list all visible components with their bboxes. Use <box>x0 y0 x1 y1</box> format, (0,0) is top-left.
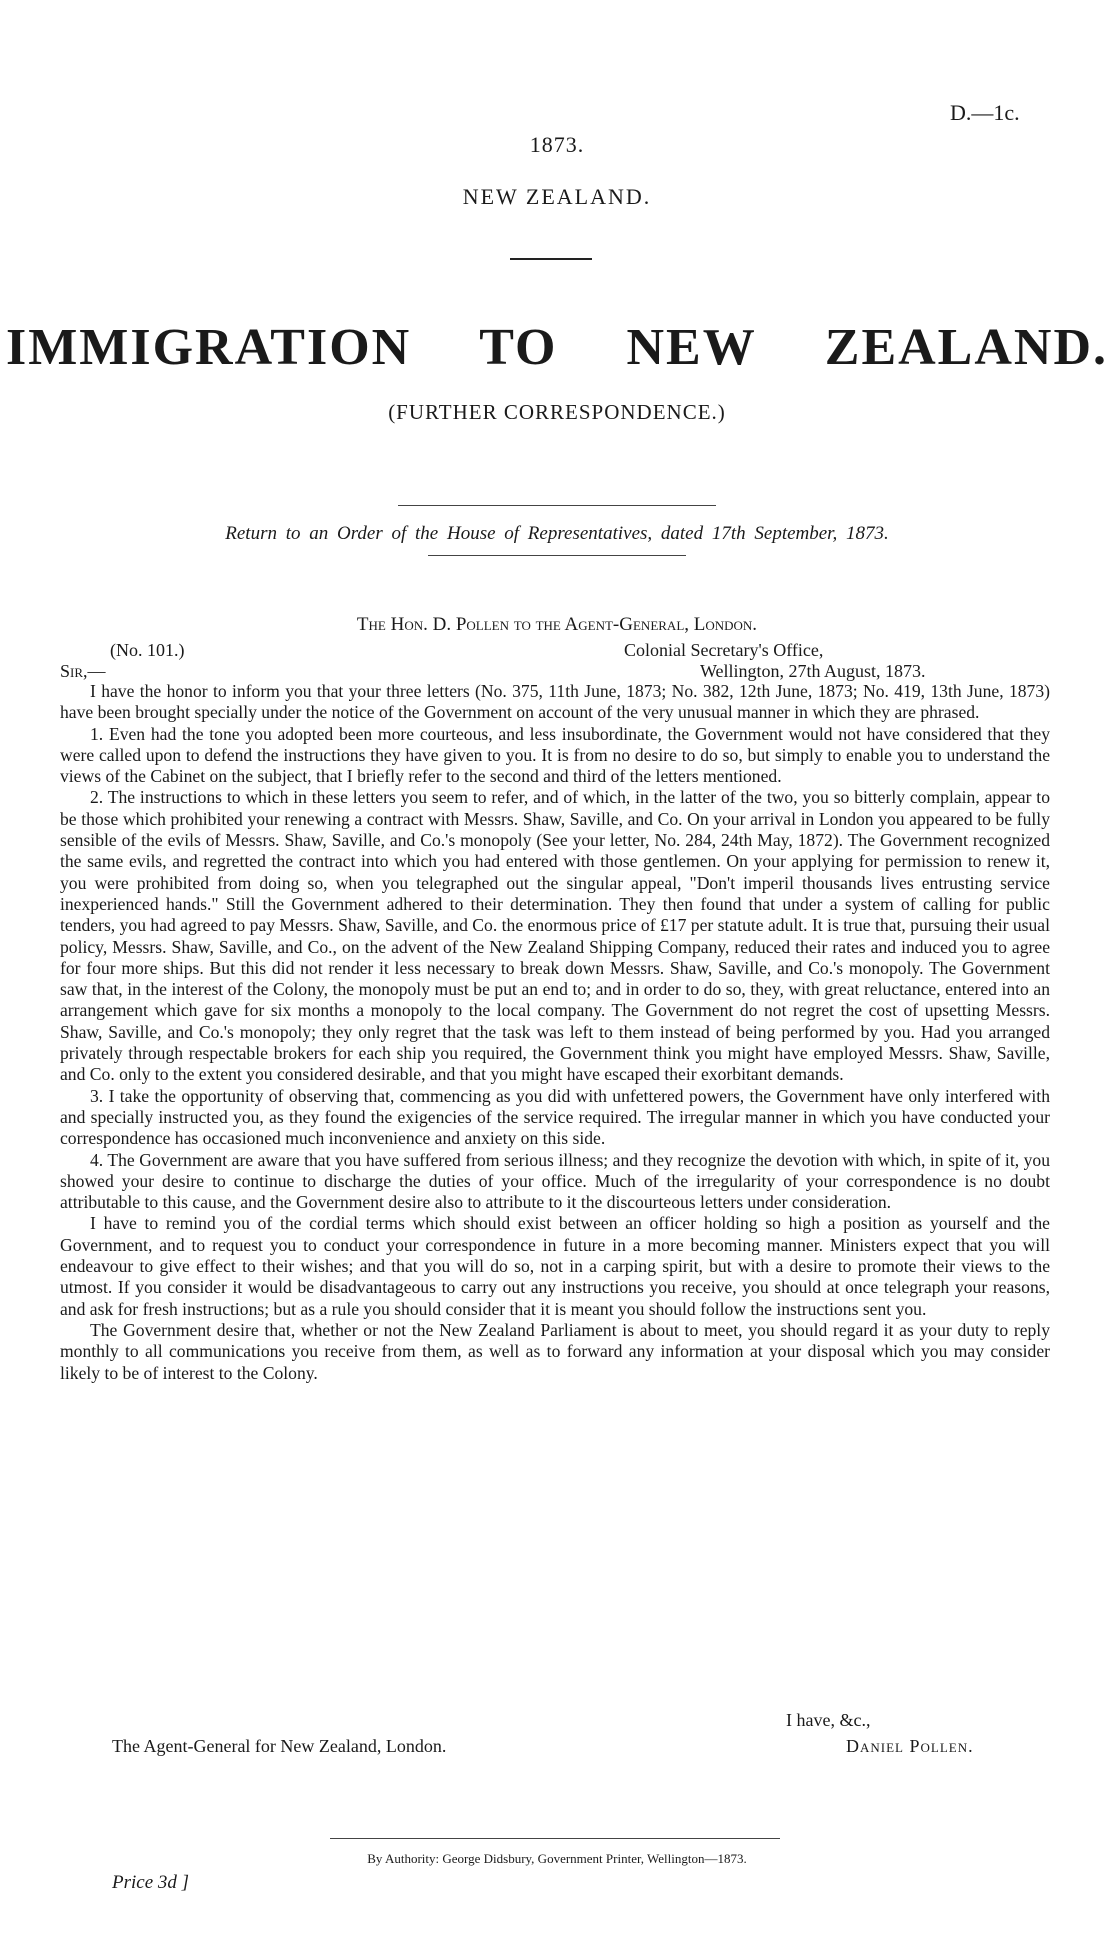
country-heading: NEW ZEALAND. <box>462 184 652 209</box>
page-subtitle: (FURTHER CORRESPONDENCE.) <box>388 400 726 424</box>
sender-office: Colonial Secretary's Office, <box>624 640 824 660</box>
return-order-line: Return to an Order of the House of Representatives, dated 17th September, 1873. <box>225 523 889 544</box>
return-divider-bottom <box>428 555 686 556</box>
letter-date: Wellington, 27th August, 1873. <box>700 661 926 681</box>
letter-closing: I have, &c., <box>786 1710 871 1730</box>
publication-year: 1873. <box>529 132 585 157</box>
letter-heading: The Hon. D. Pollen to the Agent-General, London. <box>356 614 758 635</box>
letter-paragraph: 3. I take the opportunity of observing that, commencing as you did with unfettered powers, the Government have only interfered with and specially instructed you, as they found the exigencies of the service required. The irregular manner in which you have conducted your correspondence has occasioned much inconvenience and anxiety on this side. <box>60 1085 1050 1149</box>
letter-body <box>60 681 1050 1384</box>
page-title: IMMIGRATION TO NEW ZEALAND. <box>5 319 1109 376</box>
return-divider-top <box>398 505 716 506</box>
heading-divider <box>510 258 592 260</box>
letter-paragraph: 2. The instructions to which in these letters you seem to refer, and of which, in the latter of the two, you so bitterly complain, appear to be those which prohibited your renewing a contract with Messrs. Shaw, Saville, and Co. On your arrival in London you appeared to be fully sensible of the evils of Messrs. Shaw, Saville, and Co.'s monopoly (See your letter, No. 284, 24th May, 1872). The Government recognized the same evils, and regretted the contract into which you had entered with those gentlemen. On your applying for permission to renew it, you were prohibited from doing so, when you telegraphed out the singular appeal, "Don't imperil thousands lives entrusting service inexperienced hands." Still the Government adhered to their determination. They then found that under a system of calling for public tenders, you had agreed to pay Messrs. Shaw, Saville, and Co. the enormous price of £17 per statute adult. It is true that, pursuing their usual policy, Messrs. Shaw, Saville, and Co., on the advent of the New Zealand Shipping Company, reduced their rates and induced you to agree for four more ships. But this did not render it less necessary to break down Messrs. Shaw, Saville, and Co.'s monopoly. The Government saw that, in the interest of the Colony, the monopoly must be put an end to; and in order to do so, they, with great reluctance, entered into an arrangement which gave for six months a monopoly to the local company. The Government do not regret the cost of upsetting Messrs. Shaw, Saville, and Co.'s monopoly; they only regret that the task was left to them instead of being performed by you. Had you arranged privately through respectable brokers for each ship you required, the Government think you might have employed Messrs. Shaw, Saville, and Co. only to the extent you considered desirable, and that you might have escaped their exorbitant demands. <box>60 787 1050 1085</box>
letter-paragraph: I have to remind you of the cordial terms which should exist between an officer holding so high a position as yourself and the Government, and to request you to conduct your correspondence in future in a more becoming manner. Ministers expect that you will endeavour to give effect to their wishes; and that you will do so, not in a carping spirit, but with a desire to promote their views to the utmost. If you consider it would be disadvantageous to carry out any instructions you receive, you should at once telegraph your reasons, and ask for fresh instructions; but as a rule you should consider that it is meant you should follow the instructions sent you. <box>60 1213 1050 1319</box>
letter-paragraph: 1. Even had the tone you adopted been more courteous, and less insubordinate, the Government would not have considered that they were called upon to defend the instructions they have given to you. It is from no desire to do so, but simply to enable you to understand the views of the Cabinet on the subject, that I briefly refer to the second and third of the letters mentioned. <box>60 723 1050 787</box>
salutation: Sir,— <box>60 661 106 681</box>
printer-imprint: By Authority: George Didsbury, Government Printer, Wellington—1873. <box>367 1851 747 1866</box>
letter-signature: Daniel Pollen. <box>846 1736 974 1756</box>
letter-paragraph: I have the honor to inform you that your three letters (No. 375, 11th June, 1873; No. 382, 12th June, 1873; No. 419, 13th June, 1873) have been brought specially under the notice of the Government on account of the very unusual manner in which they are phrased. <box>60 681 1050 723</box>
letter-number: (No. 101.) <box>110 640 185 660</box>
price-note: Price 3d ] <box>112 1872 190 1893</box>
letter-paragraph: The Government desire that, whether or not the New Zealand Parliament is about to meet, you should regard it as your duty to reply monthly to all communications you receive from them, as well as to forward any information at your disposal which you may consider likely to be of interest to the Colony. <box>60 1319 1050 1383</box>
document-reference: D.—1c. <box>950 100 1020 125</box>
letter-addressee: The Agent-General for New Zealand, London. <box>112 1736 447 1756</box>
footer-divider <box>330 1838 780 1839</box>
letter-paragraph: 4. The Government are aware that you have suffered from serious illness; and they recognize the devotion with which, in spite of it, you showed your desire to continue to discharge the duties of your office. Much of the irregularity of your correspondence is no doubt attributable to this cause, and the Government desire also to attribute to it the discourteous letters under consideration. <box>60 1149 1050 1213</box>
